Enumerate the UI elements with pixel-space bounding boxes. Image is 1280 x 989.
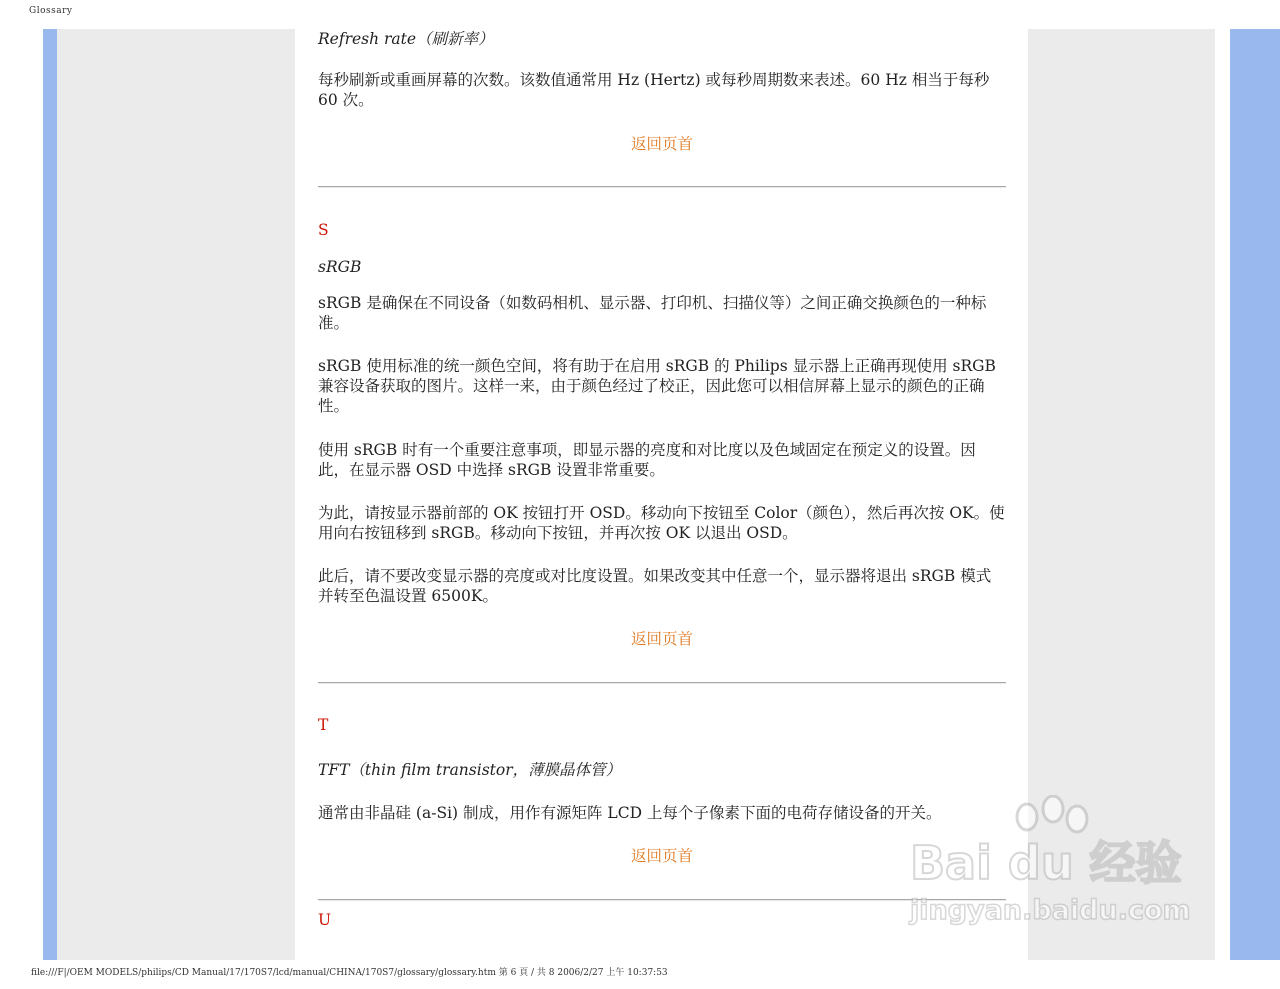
section-letter-t: T	[318, 716, 329, 734]
section-divider	[318, 899, 1006, 901]
section-letter-u: U	[318, 911, 332, 929]
watermark-sub-text: jingyan.baidu.com	[910, 895, 1191, 926]
tft-definition: 通常由非晶硅 (a-Si) 制成，用作有源矩阵 LCD 上每个子像素下面的电荷存储设备的开关。	[318, 804, 942, 822]
baidu-watermark	[905, 795, 1205, 945]
section-letter-s: S	[318, 221, 329, 239]
section-divider	[318, 682, 1006, 684]
term-tft: TFT（thin film transistor，薄膜晶体管）	[318, 761, 622, 779]
srgb-paragraph-4: 为此，请按显示器前部的 OK 按钮打开 OSD。移动向下按钮至 Color（颜色），然后再次按 OK。使用向右按钮移到 sRGB。移动向下按钮，并再次按 OK 以退出 OSD。	[318, 504, 1005, 542]
section-divider	[318, 186, 1006, 188]
left-gray-margin	[57, 29, 295, 960]
page-footer: file:///F|/OEM MODELS/philips/CD Manual/17/170S7/lcd/manual/CHINA/170S7/glossary/glossary.htm 第 6 頁 / 共 8 2006/2/27 上午 10:37:53	[31, 968, 668, 978]
srgb-paragraph-1: sRGB 是确保在不同设备（如数码相机、显示器、打印机、扫描仪等）之间正确交换颜色的一种标准。	[318, 294, 987, 332]
back-to-top-link[interactable]: 返回页首	[631, 135, 694, 153]
back-to-top-link[interactable]: 返回页首	[631, 847, 694, 865]
srgb-paragraph-3: 使用 sRGB 时有一个重要注意事项，即显示器的亮度和对比度以及色域固定在预定义的设置。因此，在显示器 OSD 中选择 sRGB 设置非常重要。	[318, 441, 976, 479]
refresh-rate-definition: 每秒刷新或重画屏幕的次数。该数值通常用 Hz (Hertz) 或每秒周期数来表述。60 Hz 相当于每秒 60 次。	[318, 71, 990, 109]
term-refresh-rate: Refresh rate（刷新率）	[318, 30, 494, 48]
page-header: Glossary	[29, 6, 73, 16]
srgb-paragraph-2: sRGB 使用标准的统一颜色空间，将有助于在启用 sRGB 的 Philips 显示器上正确再现使用 sRGB 兼容设备获取的图片。这样一来，由于颜色经过了校正，因此您可以相信屏幕上显示的颜色的正确性。	[318, 357, 996, 415]
back-to-top-link[interactable]: 返回页首	[631, 630, 694, 648]
srgb-paragraph-5: 此后，请不要改变显示器的亮度或对比度设置。如果改变其中任意一个，显示器将退出 sRGB 模式并转至色温设置 6500K。	[318, 567, 992, 605]
right-blue-border	[1230, 29, 1280, 960]
term-srgb: sRGB	[318, 258, 362, 276]
left-blue-border	[43, 29, 57, 960]
watermark-main-text: Bai du 经验	[910, 836, 1182, 890]
